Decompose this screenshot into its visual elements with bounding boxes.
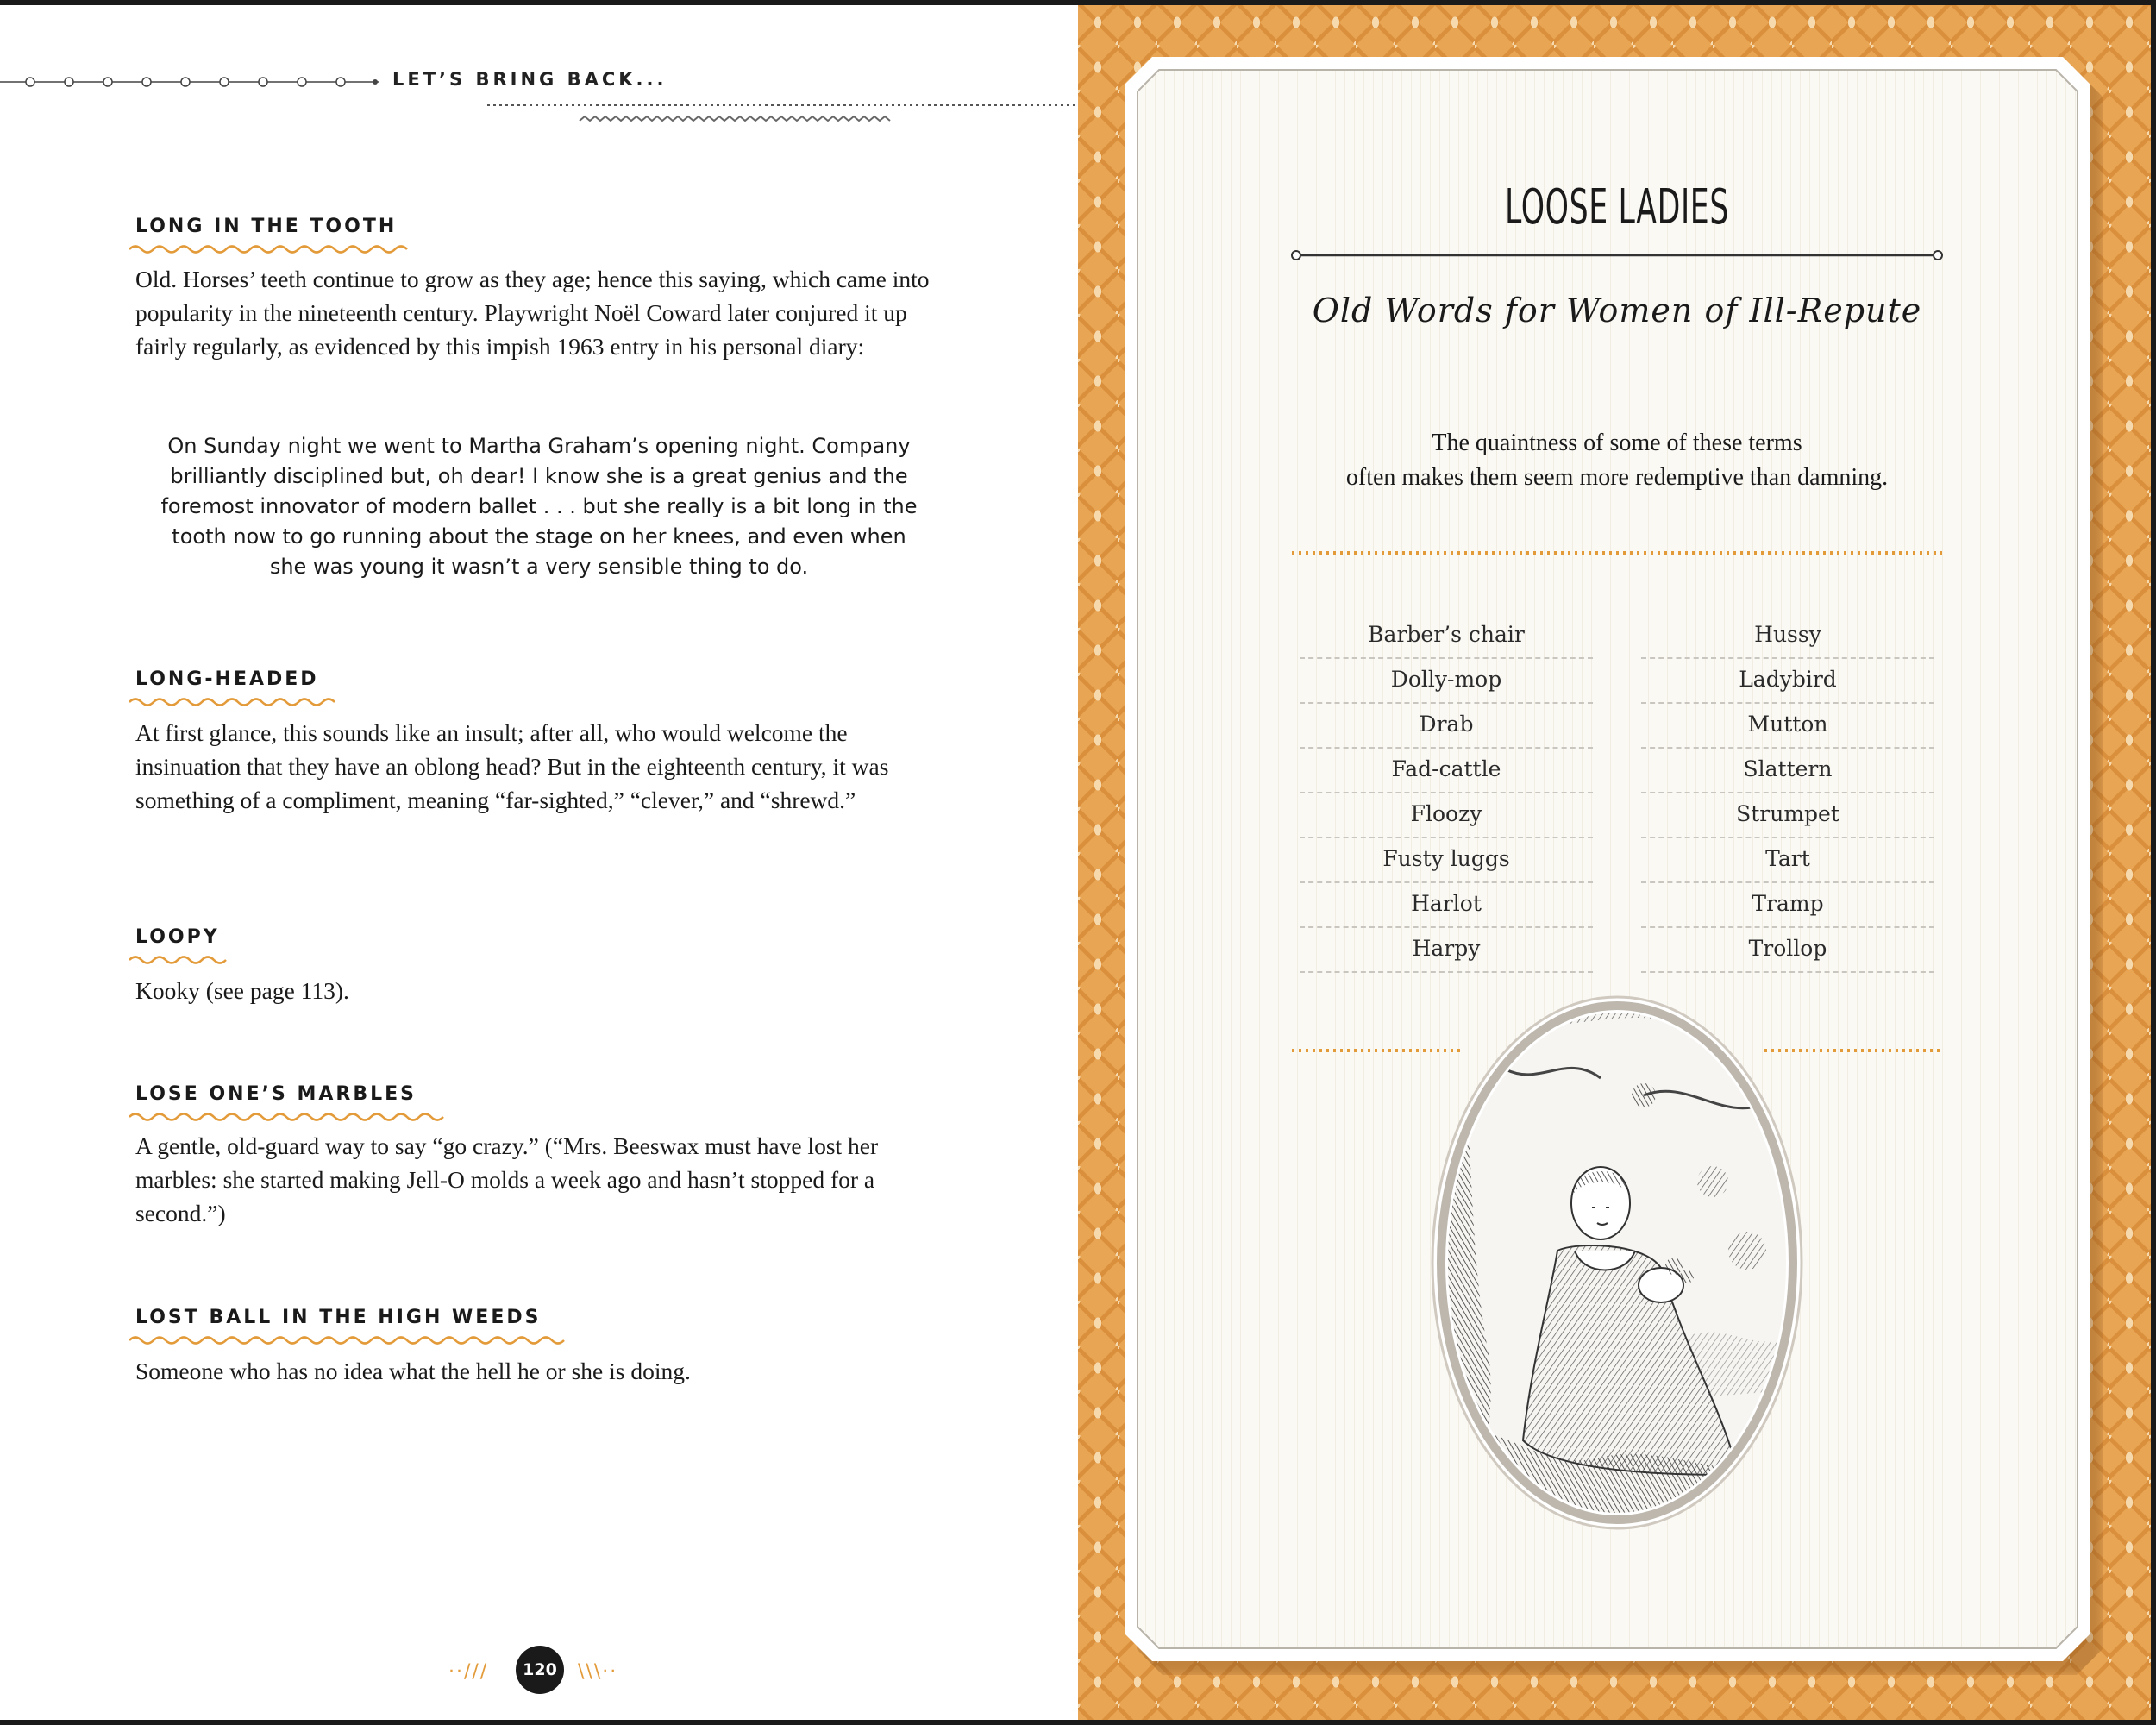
page-border-top bbox=[1078, 0, 2156, 5]
sidebar-intro bbox=[1078, 426, 2156, 495]
entry-body: A gentle, old-guard way to say “go crazy.” (“Mrs. Beeswax must have lost her marbles: she started making Jell-O molds a week ago and hasn’t stopped for a second.”) bbox=[135, 1132, 879, 1226]
page-border-right bbox=[2151, 0, 2156, 1725]
word-list-item: Dolly-mop bbox=[1300, 657, 1593, 704]
word-list-item: Tart bbox=[1641, 837, 1934, 883]
word-list-item: Hussy bbox=[1641, 612, 1934, 659]
word-list-item: Floozy bbox=[1300, 792, 1593, 838]
page-folio bbox=[448, 1646, 638, 1697]
running-head-title: LET’S BRING BACK... bbox=[392, 69, 667, 90]
page-border-bottom bbox=[0, 1720, 1078, 1725]
title-rule bbox=[1289, 245, 1945, 266]
word-list-item: Fad-cattle bbox=[1300, 747, 1593, 794]
word-list-item: Harlot bbox=[1300, 881, 1593, 928]
word-list-item: Barber’s chair bbox=[1300, 612, 1593, 659]
heading-wave-underline bbox=[129, 1334, 573, 1346]
word-list-item: Strumpet bbox=[1641, 792, 1934, 838]
dotted-divider bbox=[1292, 549, 1942, 557]
entry-heading: LOOPY bbox=[135, 926, 220, 948]
word-list-item: Fusty luggs bbox=[1300, 837, 1593, 883]
heading-wave-underline bbox=[129, 1111, 448, 1123]
sidebar-subtitle: Old Words for Women of Ill-Repute bbox=[1312, 292, 1922, 329]
word-list-item: Harpy bbox=[1300, 926, 1593, 973]
diary-quote: On Sunday night we went to Martha Graham’s opening night. Company brilliantly disciplined but, oh dear! I know she is a great genius and the foremost innovator of modern ballet . . . but she really is a bit long in the tooth now to go running about the stage on her knees, and even when she was young it wasn’t a very sensible thing to do. bbox=[160, 434, 918, 579]
entry-heading: LOSE ONE’S MARBLES bbox=[135, 1083, 417, 1105]
entry-heading: LONG IN THE TOOTH bbox=[135, 216, 398, 237]
entry-body: At first glance, this sounds like an insult; after all, who would welcome the insinuation that they have an oblong head? But in the eighteenth century, it was something of a compliment, meaning “far-sighted,” “clever,” and “shrewd.” bbox=[135, 719, 889, 813]
engraving-illustration bbox=[1428, 992, 1806, 1534]
page-border-top bbox=[0, 0, 1078, 5]
sidebar-title: LOOSE LADIES bbox=[1504, 179, 1730, 235]
entry-heading: LONG-HEADED bbox=[135, 668, 319, 690]
folio-right-ornament: \\\·· bbox=[578, 1661, 618, 1683]
page-border-bottom bbox=[1078, 1720, 2156, 1725]
page-number: 120 bbox=[516, 1646, 564, 1694]
entry-body: Old. Horses’ teeth continue to grow as they age; hence this saying, which came into popularity in the nineteenth century. Playwright Noël Coward later conjured it up fairly regularly, as evidenced by this impish 1963 entry in his personal diary: bbox=[135, 266, 930, 360]
entry-body: Kooky (see page 113). bbox=[135, 977, 349, 1004]
folio-left-ornament: ··/// bbox=[448, 1661, 489, 1683]
entry-heading: LOST BALL IN THE HIGH WEEDS bbox=[135, 1307, 542, 1328]
word-list-item: Ladybird bbox=[1641, 657, 1934, 704]
heading-wave-underline bbox=[129, 954, 233, 966]
word-list-item: Tramp bbox=[1641, 881, 1934, 928]
word-list-item: Trollop bbox=[1641, 926, 1934, 973]
entry-body: Someone who has no idea what the hell he or she is doing. bbox=[135, 1358, 691, 1384]
running-head bbox=[0, 69, 1078, 129]
word-list-item: Slattern bbox=[1641, 747, 1934, 794]
heading-wave-underline bbox=[129, 696, 341, 708]
word-list-item: Drab bbox=[1300, 702, 1593, 749]
heading-wave-underline bbox=[129, 243, 414, 255]
word-list-item: Mutton bbox=[1641, 702, 1934, 749]
intro-line: The quaintness of some of these terms bbox=[1432, 430, 1802, 456]
intro-line: often makes them seem more redemptive than damning. bbox=[1345, 464, 1889, 491]
